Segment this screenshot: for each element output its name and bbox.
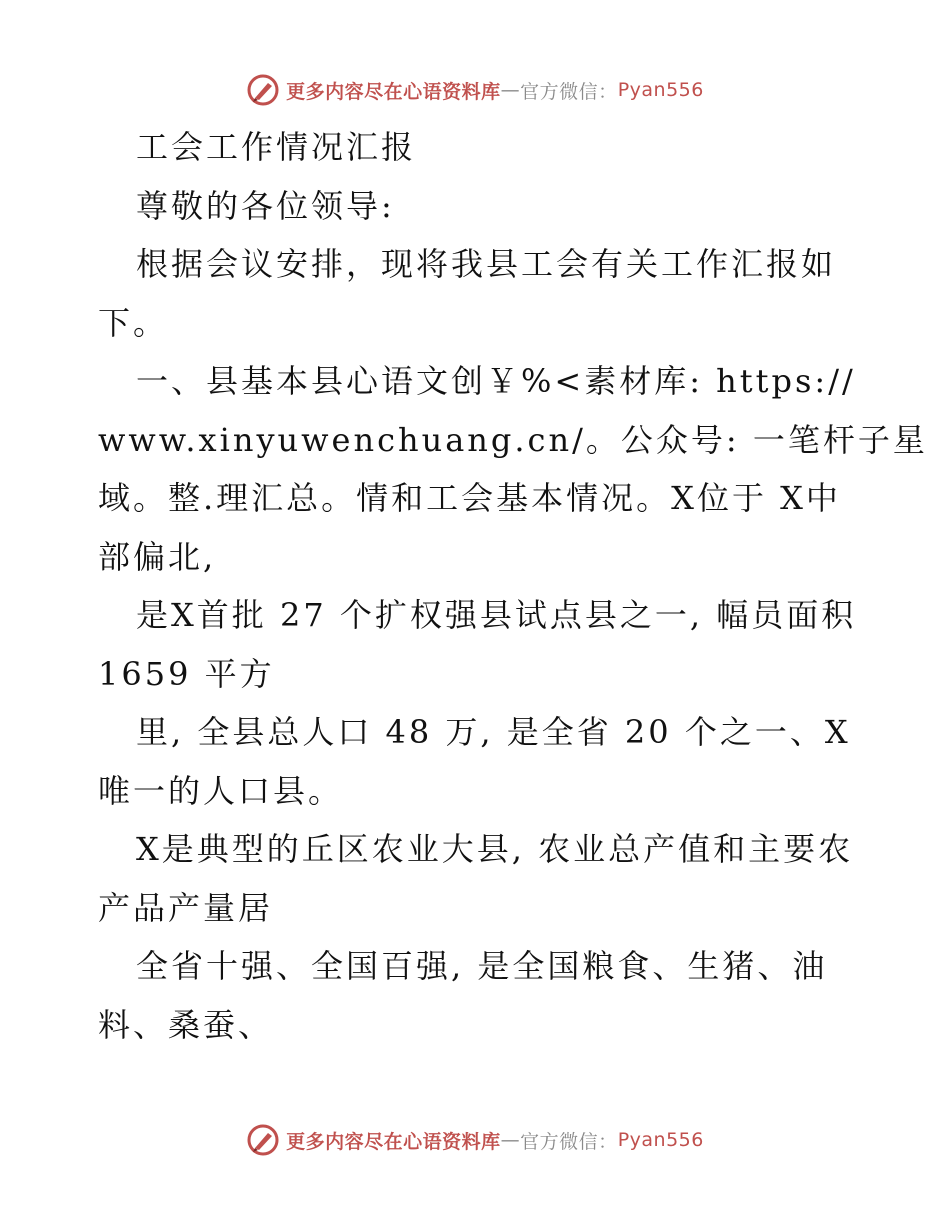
- paragraph-line: X是典型的丘区农业大县, 农业总产值和主要农: [136, 830, 854, 868]
- document-body: [98, 118, 928, 1054]
- header-watermark: [0, 72, 950, 108]
- paragraph-line: 里, 全县总人口 48 万, 是全省 20 个之一、X: [136, 713, 851, 751]
- paragraph-line: 部偏北,: [98, 537, 217, 576]
- watermark-separator: —: [500, 79, 521, 101]
- paragraph-line: 全省十强、全国百强, 是全国粮食、生猪、油: [136, 947, 828, 985]
- watermark-wechat-label: 官方微信：: [520, 1130, 618, 1153]
- watermark-site-text: 更多内容尽在心语资料库: [286, 1130, 501, 1153]
- watermark-wechat-label: 官方微信：: [520, 80, 618, 103]
- paragraph-line: 1659 平方: [98, 654, 275, 693]
- watermark-wechat-id: Pyan556: [617, 1129, 704, 1151]
- salutation: 尊敬的各位领导:: [136, 186, 395, 225]
- paragraph-line: 下。: [98, 303, 169, 342]
- paragraph-line: 域。整.理汇总。情和工会基本情况。X位于 X中: [98, 479, 841, 517]
- paragraph-line: 唯一的人口县。: [98, 771, 344, 810]
- paragraph-line: 是X首批 27 个扩权强县试点县之一, 幅员面积: [136, 596, 857, 634]
- watermark-separator: —: [500, 1129, 521, 1151]
- footer-watermark: [0, 1122, 950, 1158]
- paragraph-line: 料、桑蚕、: [98, 1005, 274, 1044]
- pen-logo-icon: [246, 1123, 280, 1157]
- paragraph-line: 根据会议安排，现将我县工会有关工作汇报如: [136, 245, 837, 283]
- document-title: 工会工作情况汇报: [136, 128, 417, 166]
- watermark-site-text: 更多内容尽在心语资料库: [286, 80, 501, 103]
- watermark-wechat-id: Pyan556: [617, 79, 704, 101]
- paragraph-line: 产品产量居: [98, 888, 274, 927]
- paragraph-line: 一、县基本县心语文创￥%<素材库: https://: [136, 362, 856, 400]
- paragraph-line: www.xinyuwenchuang.cn/。公众号: 一笔杆子星: [98, 420, 928, 459]
- pen-logo-icon: [246, 73, 280, 107]
